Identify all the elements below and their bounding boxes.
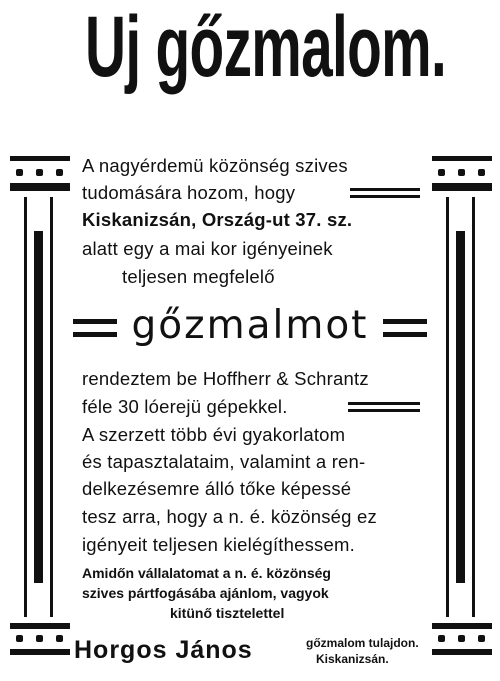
signature-name: Horgos János [74, 636, 253, 664]
signature-title: gőzmalom tulajdon. [306, 636, 419, 650]
intro-line-4: alatt egy a mai kor igényeinek [82, 238, 333, 259]
closing-line-2: szives pártfogásába ajánlom, vagyok [82, 585, 329, 601]
details-line-1: rendeztem be Hoffherr & Schrantz [82, 368, 369, 389]
intro-line-5: teljesen megfelelő [122, 266, 275, 287]
right-column-ornament [432, 153, 492, 673]
intro-line-3-address: Kiskanizsán, Ország-ut 37. sz. [82, 209, 353, 230]
product-name: gőzmalmot [131, 303, 369, 348]
intro-line-2: tudomására hozom, hogy [82, 182, 296, 203]
equals-ornament-right [383, 319, 427, 337]
fill-rule [348, 400, 420, 414]
equals-ornament-left [73, 319, 117, 337]
fill-rule [350, 186, 420, 200]
left-column-ornament [10, 153, 70, 673]
product-line [70, 303, 430, 348]
closing-line-1: Amidőn vállalatomat a n. é. közönség [82, 565, 331, 581]
details-line-2: féle 30 lóerejü gépekkel. [82, 396, 288, 417]
headline: Uj gőzmalom. [85, 0, 447, 95]
details-line-5: delkezésemre álló tőke képessé [82, 478, 352, 499]
intro-line-1: A nagyérdemü közönség szives [82, 155, 348, 176]
closing-line-3: kitünő tisztelettel [170, 605, 285, 621]
details-line-7: igényeit teljesen kielégíthessem. [82, 534, 355, 555]
signature-place: Kiskanizsán. [316, 652, 389, 666]
details-line-3: A szerzett több évi gyakorlatom [82, 424, 346, 445]
details-line-6: tesz arra, hogy a n. é. közönség ez [82, 506, 377, 527]
details-line-4: és tapasztalataim, valamint a ren- [82, 451, 366, 472]
